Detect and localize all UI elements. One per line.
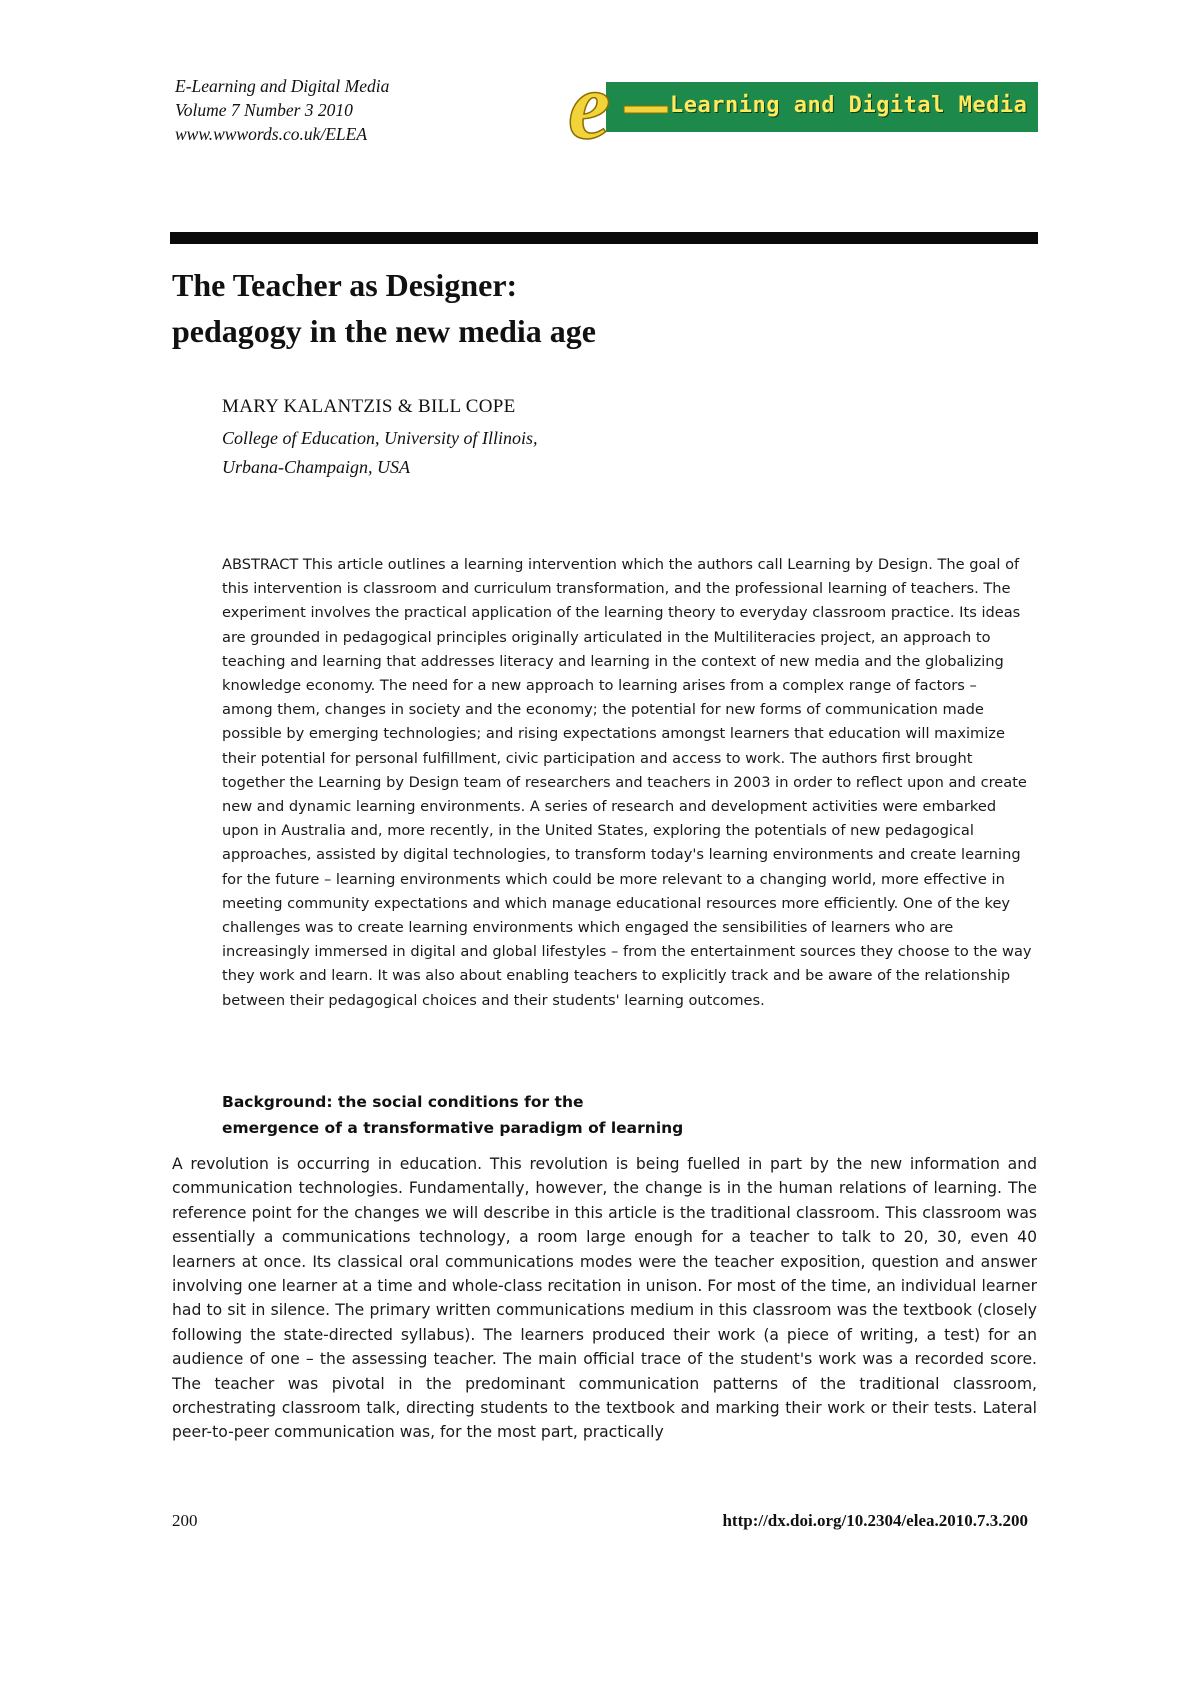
volume-issue: Volume 7 Number 3 2010: [175, 100, 353, 120]
header-rule: [170, 232, 1038, 244]
title-line-2: pedagogy in the new media age: [172, 313, 596, 349]
section-heading-line-1: Background: the social conditions for the: [222, 1093, 584, 1111]
journal-info: [175, 74, 389, 146]
affiliation-line-1: College of Education, University of Illinois,: [222, 428, 538, 448]
section-heading: [222, 1089, 683, 1141]
page-number: 200: [172, 1511, 198, 1530]
doi-link[interactable]: http://dx.doi.org/10.2304/elea.2010.7.3.200: [722, 1511, 1028, 1530]
title-line-1: The Teacher as Designer:: [172, 267, 518, 303]
abstract: ABSTRACT This article outlines a learning intervention which the authors call Learning by Design. The goal of this intervention is classroom and curriculum transformation, and the professional learning of teachers. The experiment involves the practical application of the learning theory to everyday classroom practice. Its ideas are grounded in pedagogical principles originally articulated in the Multiliteracies project, an approach to teaching and learning that addresses literacy and learning in the context of new media and the globalizing knowledge economy. The need for a new approach to learning arises from a complex range of factors – among them, changes in society and the economy; the potential for new forms of communication made possible by emerging technologies; and rising expectations amongst learners that education will maximize their potential for personal fulfillment, civic participation and access to work. The authors first brought together the Learning by Design team of researchers and teachers in 2003 in order to reflect upon and create new and dynamic learning environments. A series of research and development activities were embarked upon in Australia and, more recently, in the United States, exploring the potentials of new pedagogical approaches, assisted by digital technologies, to transform today's learning environments and create learning for the future – learning environments which could be more relevant to a changing world, more effective in meeting community expectations and which manage educational resources more efficiently. One of the key challenges was to create learning environments which engaged the sensibilities of learners who are increasingly immersed in digital and global lifestyles – from the entertainment sources they choose to the way they work and learn. It was also about enabling teachers to explicitly track and be aware of the relationship between their pedagogical choices and their students' learning outcomes.: [222, 556, 1032, 1009]
article-title: [172, 262, 596, 354]
journal-url[interactable]: www.wwwords.co.uk/ELEA: [175, 124, 368, 144]
section-heading-line-2: emergence of a transformative paradigm of learning: [222, 1119, 684, 1137]
body-paragraph: A revolution is occurring in education. This revolution is being fuelled in part by the new information and communication technologies. Fundamentally, however, the change is in the human relations of learning. The reference point for the changes we will describe in this article is the traditional classroom. This classroom was essentially a communications technology, a room large enough for a teacher to talk to 20, 30, even 40 learners at once. Its classical oral communications modes were the teacher exposition, question and answer involving one learner at a time and whole-class recitation in unison. For most of the time, an individual learner had to sit in silence. The primary written communications medium in this classroom was the textbook (closely following the state-directed syllabus). The learners produced their work (a piece of writing, a test) for an audience of one – the assessing teacher. The main official trace of the student's work was a recorded score. The teacher was pivotal in the predominant communication patterns of the traditional classroom, orchestrating classroom talk, directing students to the textbook and marking their work or their tests. Lateral peer-to-peer communication was, for the most part, practically: [172, 1155, 1037, 1442]
logo-letter: e: [568, 66, 611, 148]
affiliation-line-2: Urbana-Champaign, USA: [222, 457, 410, 477]
affiliation: [222, 424, 537, 482]
logo-title: Learning and Digital Media: [670, 93, 1028, 118]
journal-logo: [566, 66, 1038, 148]
authors: MARY KALANTZIS & BILL COPE: [222, 396, 516, 417]
logo-e-icon: [566, 66, 686, 148]
journal-name: E-Learning and Digital Media: [175, 76, 390, 96]
